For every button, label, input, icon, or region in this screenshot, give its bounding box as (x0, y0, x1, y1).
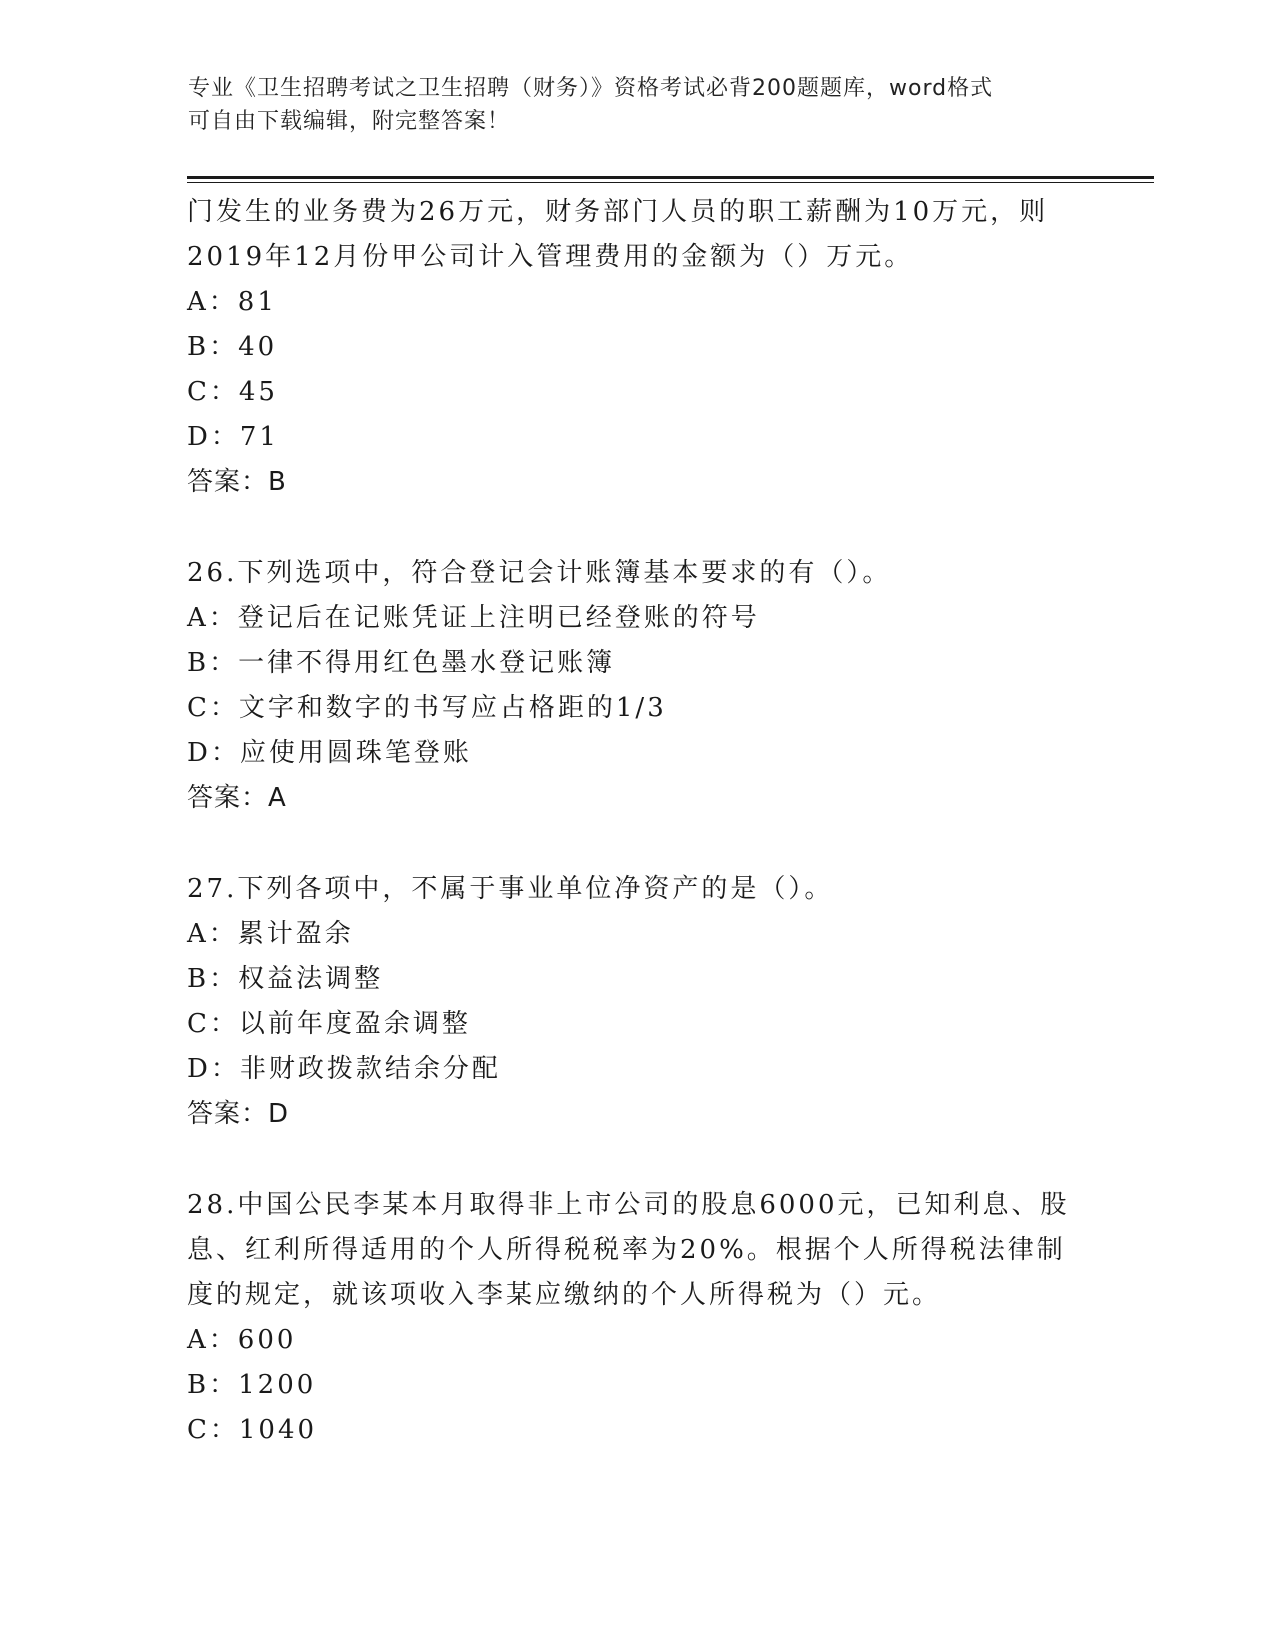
answer-line: 答案：A (187, 783, 287, 813)
question-stem: 2019年12月份甲公司计入管理费用的金额为（）万元。 (187, 242, 914, 272)
answer-line: 答案：D (187, 1099, 290, 1129)
question-list (187, 190, 1087, 1453)
option-b: B：40 (187, 332, 278, 362)
question-stem: 28.中国公民李某本月取得非上市公司的股息6000元，已知利息、股 (187, 1190, 1070, 1220)
option-a: A：登记后在记账凭证上注明已经登账的符号 (187, 603, 760, 633)
answer-line: 答案：B (187, 467, 287, 497)
question-stem: 门发生的业务费为26万元，财务部门人员的职工薪酬为10万元，则 (187, 197, 1049, 227)
document-header (188, 72, 1068, 138)
option-a: A：累计盈余 (187, 919, 354, 949)
question-stem: 27.下列各项中，不属于事业单位净资产的是（）。 (187, 874, 834, 904)
option-a: A：600 (187, 1325, 297, 1355)
option-c: C：45 (187, 377, 278, 407)
option-b: B：一律不得用红色墨水登记账簿 (187, 648, 616, 678)
question-stem: 息、红利所得适用的个人所得税税率为20%。根据个人所得税法律制 (187, 1235, 1066, 1265)
question-27 (187, 867, 1087, 1137)
spacer (187, 1137, 1087, 1183)
question-stem: 度的规定，就该项收入李某应缴纳的个人所得税为（）元。 (187, 1280, 942, 1310)
option-d: D：71 (187, 422, 279, 452)
question-25 (187, 190, 1087, 505)
header-title-line-1: 专业《卫生招聘考试之卫生招聘（财务）》资格考试必背200题题库，word格式 (188, 76, 994, 101)
option-d: D：非财政拨款结余分配 (187, 1054, 501, 1084)
option-b: B：1200 (187, 1370, 317, 1400)
question-28 (187, 1183, 1087, 1453)
option-b: B：权益法调整 (187, 964, 384, 994)
spacer (187, 505, 1087, 551)
header-title-line-2: 可自由下载编辑，附完整答案！ (188, 109, 511, 134)
option-c: C：以前年度盈余调整 (187, 1009, 471, 1039)
option-c: C：文字和数字的书写应占格距的1/3 (187, 693, 667, 723)
question-26 (187, 551, 1087, 821)
header-divider-thick (187, 176, 1154, 179)
option-c: C：1040 (187, 1415, 318, 1445)
option-d: D：应使用圆珠笔登账 (187, 738, 472, 768)
question-stem: 26.下列选项中，符合登记会计账簿基本要求的有（）。 (187, 558, 892, 588)
spacer (187, 821, 1087, 867)
header-divider-thin (187, 182, 1154, 183)
option-a: A：81 (187, 287, 277, 317)
